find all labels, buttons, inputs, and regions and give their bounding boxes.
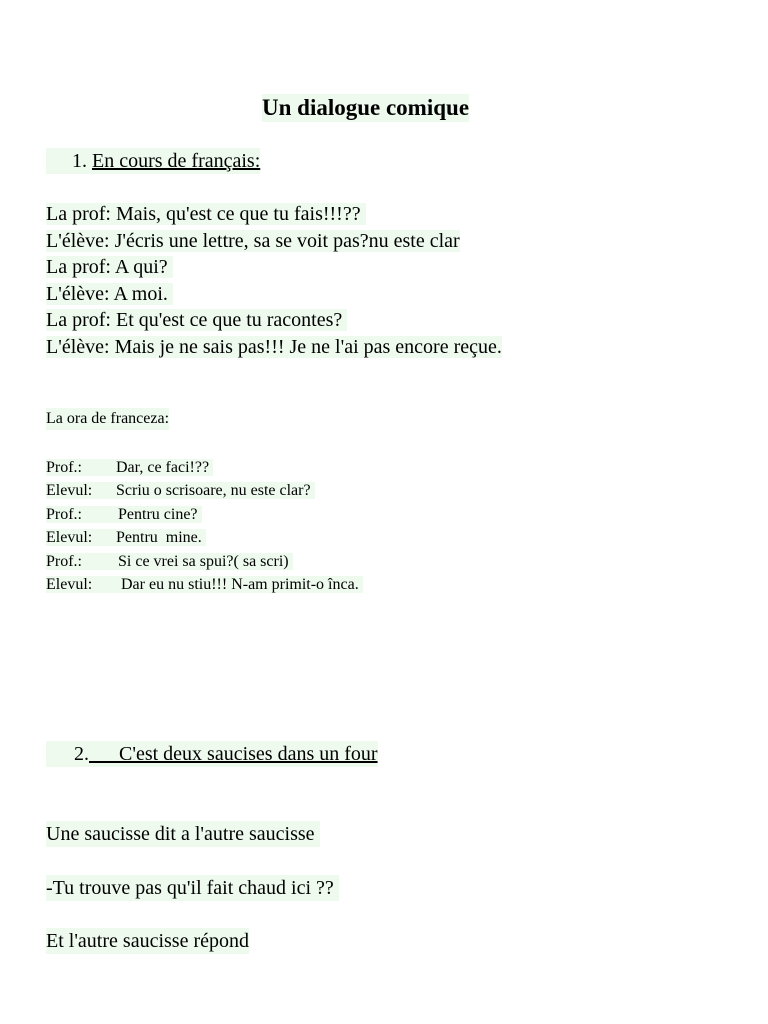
speaker-label: Elevul: — [46, 575, 93, 593]
dialogue-line: La prof: Mais, qu'est ce que tu fais!!!?? — [46, 203, 366, 225]
paragraph: -Tu trouve pas qu'il fait chaud ici ?? — [46, 877, 339, 899]
speaker-label: Elevul: — [46, 529, 93, 547]
dialogue-text: Dar eu nu stiu!!! N-am primit-o înca. — [121, 575, 363, 593]
section-1-title: En cours de français: — [92, 150, 261, 172]
speaker-label: Prof.: — [46, 459, 82, 476]
dialogue-line: L'élève: J'écris une lettre, sa se voit pas?nu este clar — [46, 229, 460, 252]
dialogue-line: La prof: A qui? — [46, 256, 173, 279]
speaker-label: Elevul: — [46, 482, 93, 500]
paragraph: Une saucisse dit a l'autre saucisse — [46, 823, 320, 845]
section-2-heading — [46, 741, 378, 767]
speaker-label: Prof.: — [46, 505, 82, 523]
dialogue-text: Pentru cine? — [118, 505, 202, 523]
section-2-number: 2. — [74, 743, 89, 765]
paragraph: Et l'autre saucisse répond — [46, 930, 249, 952]
dialogue-text: Scriu o scrisoare, nu este clar? — [116, 482, 315, 500]
document-title: Un dialogue comique — [262, 95, 470, 120]
romanian-title: La ora de franceza: — [46, 408, 169, 430]
section-2-title: C'est deux saucises dans un four — [89, 743, 378, 765]
dialogue-line: L'élève: Mais je ne sais pas!!! Je ne l'ai pas encore reçue. — [46, 335, 502, 358]
section-1-number: 1. — [72, 150, 87, 172]
french-dialogue — [46, 201, 502, 361]
dialogue-text: Si ce vrei sa spui?( sa scri) — [118, 552, 293, 570]
speaker-label: Prof.: — [46, 552, 82, 570]
dialogue-text: Dar, ce faci!?? — [116, 459, 214, 476]
dialogue-text: Pentru mine. — [116, 529, 206, 547]
dialogue-line: La prof: Et qu'est ce que tu racontes? — [46, 309, 348, 332]
dialogue-line: L'élève: A moi. — [46, 282, 173, 305]
romanian-dialogue — [46, 456, 363, 596]
section-1-heading — [46, 148, 260, 174]
